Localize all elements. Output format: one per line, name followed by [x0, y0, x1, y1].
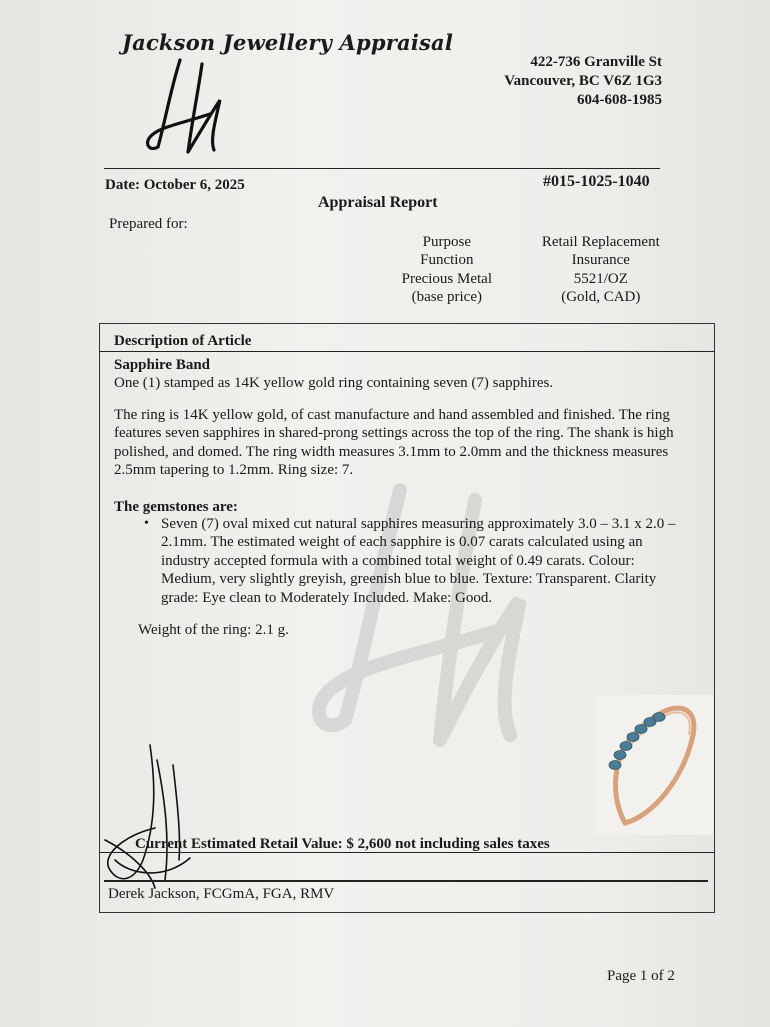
report-date: Date: October 6, 2025	[105, 177, 245, 193]
address-line-1: 422-736 Granville St	[530, 54, 662, 70]
description-paragraph	[114, 406, 694, 480]
current-value-statement: Current Estimated Retail Value: $ 2,600 not including sales taxes	[135, 836, 550, 852]
function-row	[380, 251, 680, 269]
appraiser-signature	[95, 740, 205, 890]
company-name: Jackson Jewellery Appraisal	[122, 30, 454, 55]
description-heading: Description of Article	[114, 333, 252, 349]
report-number: #015-1025-1040	[543, 173, 650, 190]
paragraph-line: features seven sapphires in shared-prong settings across the top of the ring. The shank is high	[114, 425, 674, 442]
value-divider	[100, 852, 714, 853]
gemstone-line: grade: Eye clean to Moderately Included. Make: Good.	[161, 589, 493, 606]
item-name: Sapphire Band	[114, 357, 211, 373]
item-summary: One (1) stamped as 14K yellow gold ring containing seven (7) sapphires.	[114, 375, 554, 391]
gemstone-description	[161, 515, 701, 607]
purpose-row	[380, 233, 680, 251]
address-line-2: Vancouver, BC V6Z 1G3	[504, 73, 662, 89]
gemstones-heading: The gemstones are:	[114, 499, 238, 515]
function-label: Function	[420, 252, 474, 269]
precious-metal-label: Precious Metal	[401, 270, 493, 287]
monogram-logo	[140, 52, 230, 162]
precious-metal-row	[380, 270, 680, 288]
gemstone-line: Seven (7) oval mixed cut natural sapphires measuring approximately 3.0 – 3.1 x 2.0 –	[161, 516, 676, 532]
description-heading-divider	[100, 351, 714, 352]
gemstone-line: 2.1mm. The estimated weight of each sapphire is 0.07 carats calculated using an	[161, 534, 643, 551]
precious-metal-value: 5521/OZ	[573, 270, 628, 287]
gemstone-line: industry accepted formula with a combined total weight of 0.49 carats. Colour:	[161, 552, 635, 569]
phone-number: 604-608-1985	[577, 92, 662, 108]
signature-line	[104, 880, 708, 882]
purpose-table	[380, 233, 680, 306]
paragraph-line: polished, and domed. The ring width measures 3.1mm to 2.0mm and the thickness measures	[114, 443, 669, 460]
base-price-value: (Gold, CAD)	[561, 288, 641, 305]
base-price-row	[380, 288, 680, 306]
page-number: Page 1 of 2	[607, 968, 675, 984]
paragraph-line: 2.5mm tapering to 1.2mm. Ring size: 7.	[114, 462, 354, 479]
purpose-value: Retail Replacement	[541, 234, 660, 250]
paragraph-line: The ring is 14K yellow gold, of cast manufacture and hand assembled and finished. The ring	[114, 407, 670, 423]
page-title: Appraisal Report	[318, 194, 438, 211]
prepared-for-label: Prepared for:	[109, 216, 188, 232]
appraiser-name: Derek Jackson, FCGmA, FGA, RMV	[108, 886, 335, 902]
ring-weight: Weight of the ring: 2.1 g.	[138, 622, 289, 638]
ring-photo	[595, 695, 713, 835]
function-value: Insurance	[571, 252, 630, 269]
purpose-label: Purpose	[422, 234, 471, 250]
bullet-icon: •	[144, 516, 149, 531]
gemstone-line: Medium, very slightly greyish, greenish blue to blue. Texture: Transparent. Clarity	[161, 571, 657, 588]
header-divider	[104, 168, 660, 169]
base-price-label: (base price)	[411, 288, 482, 305]
